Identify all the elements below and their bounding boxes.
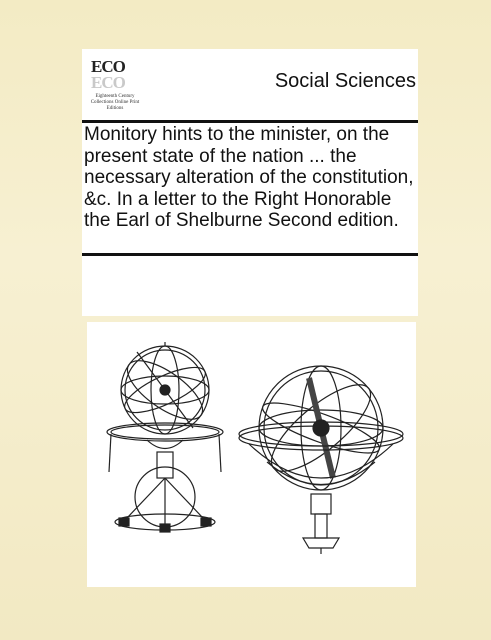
logo-mark-bottom: ECO: [91, 73, 125, 92]
divider-bottom: [82, 253, 418, 256]
illustration-panel: [87, 322, 416, 587]
logo-caption: Eighteenth Century Collections Online Print Editions: [90, 94, 140, 111]
series-label: Social Sciences: [274, 70, 416, 92]
book-title: Monitory hints to the minister, on the present state of the nation ... the necessary alteration of the constitution, &c. In a letter to the Right Honorable the Earl of Shelburne Second edition.: [84, 124, 414, 231]
armillary-sphere-left: [107, 342, 223, 532]
armillary-globe-right: [239, 366, 403, 554]
divider-top: [82, 120, 418, 123]
publisher-logo: [88, 56, 142, 116]
armillary-spheres-illustration: [87, 322, 416, 587]
logo-mark-top: ECO: [91, 57, 125, 76]
